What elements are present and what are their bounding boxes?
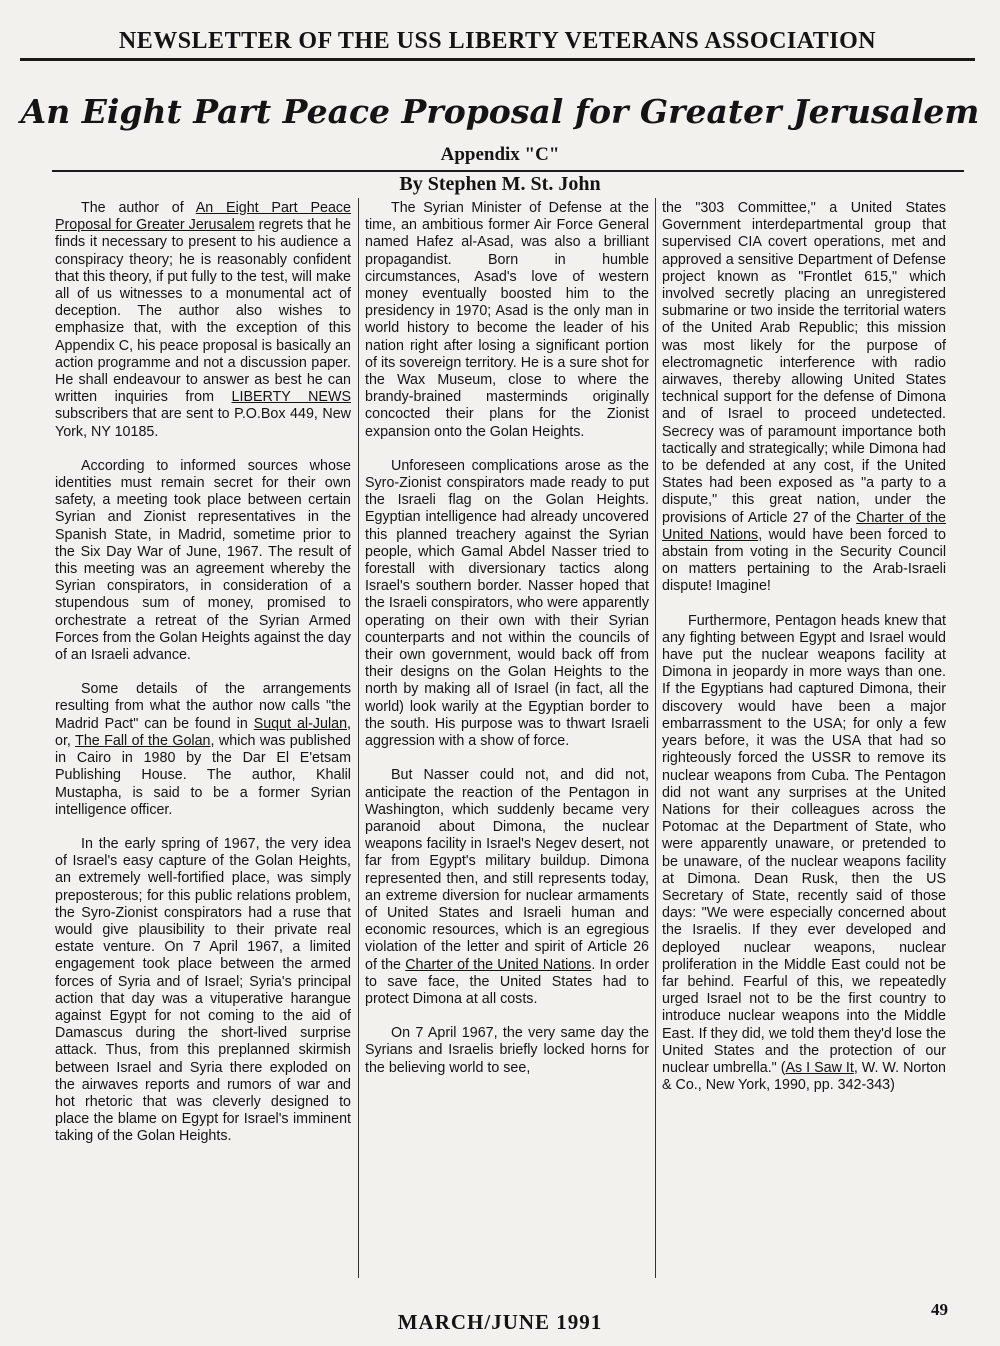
publication-name: LIBERTY NEWS xyxy=(231,389,351,406)
paragraph: In the early spring of 1967, the very idea of Israel's easy capture of the Golan Heights, an extremely well-fortified place, was simply preposterous; for this public relations problem, the Syro-Zionist conspirators had a ruse that would give plausibility to their private real estate venture. On 7 April 1967, a limited engagement took place between the armed forces of Syria and of Israel; Syria's principal action that day was a vituperative harangue against Egypt for not coming to the aid of Damascus during the short-lived surprise attack. Thus, from this preplanned skirmish between Israel and Syria there exploded on the airwaves reports and rumors of war and hot rhetoric that was cleverly designed to place the blame on Egypt for Israel's imminent taking of the Golan Heights. xyxy=(55,835,351,1145)
book-title: As I Saw It xyxy=(785,1059,854,1076)
text: But Nasser could not, and did not, anticipate the reaction of the Pentagon in Washington, which suddenly became very paranoid about Dimona, the nuclear weapons facility in Israel's Negev desert, not far from Egypt's military buildup. Dimona represented then, and still represents today, an extreme diversion for nuclear armaments of United States and Israeli human and economic resources, which is an egregious violation of the letter and spirit of Article 26 of the xyxy=(365,767,649,973)
column-1 xyxy=(55,200,351,1163)
text: , which was published in Cairo in 1980 by the Dar El E'etsam Publishing House. The author, Khalil Mustapha, is said to be a former Syrian intelligence officer. xyxy=(55,732,352,818)
text: , or, xyxy=(55,715,352,749)
text: , would have been forced to abstain from voting in the Security Council on matters pertaining to the Arab-Israeli dispute! Imagine! xyxy=(662,526,946,595)
document-title: Charter of the United Nations xyxy=(662,509,946,543)
paragraph xyxy=(365,767,649,1008)
text: subscribers that are sent to P.O.Box 449, New York, NY 10185. xyxy=(55,406,351,440)
paragraph: Unforeseen complications arose as the Syro-Zionist conspirators made ready to put the Israeli flag on the Golan Heights. Egyptian intelligence had already uncovered this planned treachery against the Syrian people, which Gamal Abdel Nasser tried to forestall with diversionary tactics along Israel's southern border. Nasser hoped that the Israeli conspirators, who were apparently operating on their own with their Syrian counterparts and not within the councils of their own government, would back off from their designs on the Golan Heights to the north by making all of Israel (in fact, all the world) look warily at the Egyptian border to the south. His purpose was to thwart Israeli aggression with a show of force. xyxy=(365,457,649,750)
document-title: Charter of the United Nations xyxy=(405,956,592,973)
issue-date: MARCH/JUNE 1991 xyxy=(397,1310,603,1334)
paragraph xyxy=(55,681,351,819)
appendix-label: Appendix "C" xyxy=(440,144,560,165)
paragraph xyxy=(55,200,351,441)
book-title: Suqut al-Julan xyxy=(253,715,348,732)
column-3 xyxy=(662,200,946,1111)
column-divider xyxy=(358,198,359,1278)
text: . In order to save face, the United States had to protect Dimona at all costs. xyxy=(365,956,649,1007)
byline: By Stephen M. St. John xyxy=(399,173,601,195)
text: The author of xyxy=(81,200,196,216)
masthead-rule xyxy=(20,58,975,61)
paragraph xyxy=(662,613,946,1095)
column-2 xyxy=(365,200,649,1094)
book-title: An Eight Part Peace Proposal for Greater Jerusalem xyxy=(55,200,351,234)
book-title: The Fall of the Golan xyxy=(75,732,211,749)
text: , W. W. Norton & Co., New York, 1990, pp. 342-343) xyxy=(662,1059,946,1094)
page-number: 49 xyxy=(931,1300,948,1319)
text: regrets that he finds it necessary to present to his audience a conspiracy theory; he is reasonably confident that this theory, if put fully to the test, will make all of us witnesses to a monumental act of deception. The author also wishes to emphasize that, with the exception of this Appendix C, his peace proposal is basically an action programme and not a discussion paper. He shall endeavour to answer as best he can written inquiries from xyxy=(55,217,351,406)
paragraph: On 7 April 1967, the very same day the Syrians and Israelis briefly locked horns for the believing world to see, xyxy=(365,1025,649,1076)
paragraph xyxy=(662,200,946,596)
text: Some details of the arrangements resulting from what the author now calls "the Madrid Pact" can be found in xyxy=(55,681,351,732)
text: Furthermore, Pentagon heads knew that any fighting between Egypt and Israel would have put the nuclear weapons facility at Dimona in jeopardy in more ways than one. If the Egyptians had captured Dimona, their discovery would have been a major embarrassment to the USA; for only a few years before, it was the USA that had so righteously forced the USSR to remove its nuclear weapons from Cuba. The Pentagon did not want any surprises at the United Nations for their colleagues across the Potomac at the Department of State, who were apparently unaware, or pretended to be unaware, of the nuclear weapons facility at Dimona. Dean Rusk, then the US Secretary of State, recently said of those days: "We were especially concerned about the Israelis. If they ever developed and deployed nuclear weapons, nuclear proliferation in the Middle East could not be far behind. Fearful of this, we repeatedly urged Israel not to be the first country to introduce nuclear weapons into the Middle East. If they did, we told them they'd lose the United States and the protection of our nuclear umbrella." ( xyxy=(662,612,946,1076)
masthead: NEWSLETTER OF THE USS LIBERTY VETERANS ASSOCIATION xyxy=(118,28,877,54)
paragraph: The Syrian Minister of Defense at the time, an ambitious former Air Force General named Hafez al-Asad, was also a brilliant propagandist. Born in humble circumstances, Asad's love of western money eventually boosted him to the presidency in 1970; Asad is the only man in world history to become the leader of his nation right after losing a significant portion of its sovereign territory. He is a sure shot for the Wax Museum, close to where the brandy-brained masterminds originally concocted their plans for the Zionist expansion onto the Golan Heights. xyxy=(365,200,649,440)
article-title: An Eight Part Peace Proposal for Greater Jerusalem xyxy=(20,92,980,131)
paragraph: According to informed sources whose identities must remain secret for their own safety, a meeting took place between certain Syrian and Zionist representatives in the Spanish State, in Madrid, sometime prior to the Six Day War of June, 1967. The result of this meeting was an agreement whereby the Syrian conspirators, in consideration of a stupendous sum of money, promised to orchestrate a retreat of the Syrian Armed Forces from the Golan Heights against the day of an Israeli advance. xyxy=(55,457,351,664)
column-divider xyxy=(655,198,656,1278)
text: the "303 Committee," a United States Government interdepartmental group that supervised CIA covert operations, met and approved a sensitive Department of Defense project known as "Frontlet 615," which involved secretly placing an unregistered submarine or two inside the territorial waters of the United Arab Republic; this mission was most likely for the purpose of electromagnetic interference with radio airwaves, thereby allowing United States technical support for the defense of Dimona and of Israel to proceed undetected. Secrecy was of paramount importance both tactically and strategically; while Dimona had to be defended at any cost, if the United States had been exposed as "a party to a dispute," this great nation, under the provisions of Article 27 of the xyxy=(662,200,946,526)
title-rule xyxy=(52,170,964,172)
